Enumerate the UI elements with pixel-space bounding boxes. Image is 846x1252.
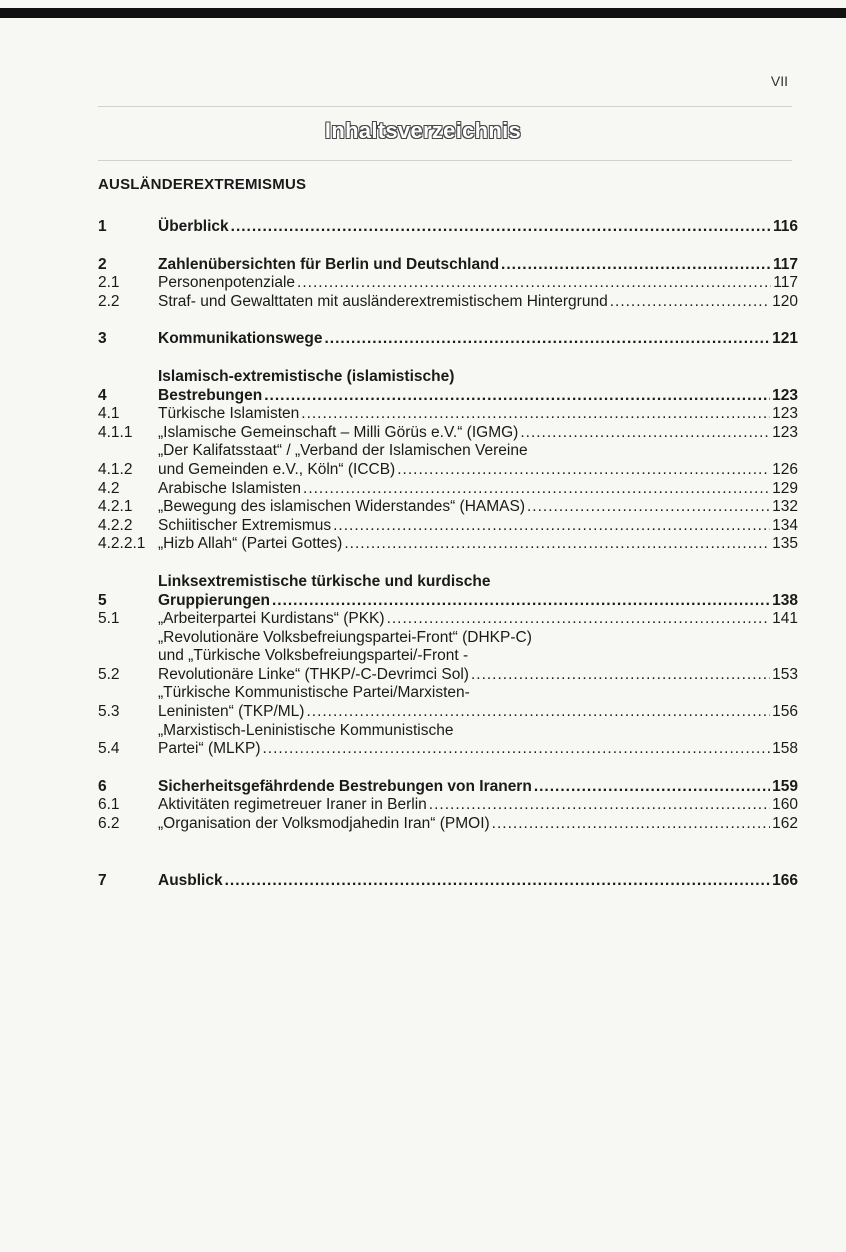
toc-entry-title: Partei“ (MLKP): [158, 740, 261, 758]
toc-entry-text: [158, 424, 798, 443]
toc-entry-number: 5.4: [98, 740, 120, 758]
toc-entry-title: „Islamische Gemeinschaft – Milli Görüs e.V.“ (IGMG): [158, 423, 519, 441]
toc-entry-text: [158, 256, 798, 275]
toc-entry[interactable]: [98, 293, 798, 312]
table-of-contents: [98, 218, 798, 890]
toc-leader-dots: [225, 872, 771, 891]
toc-entry-number: 5: [98, 591, 107, 609]
toc-entry-text: [158, 498, 798, 517]
toc-page-number: 166: [772, 871, 798, 889]
toc-page-number: 129: [772, 479, 798, 497]
toc-page-number: 135: [772, 535, 798, 553]
toc-entry[interactable]: [98, 498, 798, 517]
toc-entry-title: Türkische Islamisten: [158, 405, 300, 423]
toc-page-number: 117: [773, 274, 798, 292]
toc-entry-text: [158, 722, 798, 759]
toc-entry[interactable]: [98, 629, 798, 685]
toc-leader-dots: [471, 666, 770, 685]
toc-entry-title-line: „Türkische Kommunistische Partei/Marxisten-: [158, 684, 470, 702]
toc-entry-number: 5.3: [98, 703, 120, 721]
toc-page-number: 159: [772, 777, 798, 795]
toc-entry-number: 4.2.1: [98, 498, 133, 516]
toc-entry[interactable]: [98, 442, 798, 479]
toc-entry[interactable]: [98, 684, 798, 721]
toc-entry-title: Überblick: [158, 218, 229, 235]
toc-entry-text: [158, 796, 798, 815]
toc-entry-number: 6.1: [98, 796, 120, 814]
toc-page-number: 141: [772, 610, 798, 628]
toc-entry-text: [158, 684, 798, 721]
toc-leader-dots: [272, 592, 770, 611]
toc-spacer: [98, 759, 798, 778]
header-rule-top: [98, 106, 792, 107]
toc-entry-title-line: „Der Kalifatsstaat“ / „Verband der Islamischen Vereine: [158, 442, 528, 460]
toc-entry-text: [158, 442, 798, 479]
toc-entry-title-line: „Revolutionäre Volksbefreiungspartei-Front“ (DHKP-C): [158, 628, 532, 646]
toc-entry-title: „Organisation der Volksmodjahedin Iran“ (PMOI): [158, 815, 490, 833]
toc-entry-text: [158, 629, 798, 685]
toc-entry-title: Leninisten“ (TKP/ML): [158, 703, 305, 721]
toc-entry[interactable]: [98, 573, 798, 610]
toc-entry-number: 6.2: [98, 815, 120, 833]
toc-entry-number: 4.2.2.1: [98, 535, 146, 553]
toc-entry-text: [158, 778, 798, 797]
toc-page-number: 123: [772, 386, 798, 404]
toc-page-number: 160: [772, 796, 798, 814]
toc-leader-dots: [429, 796, 770, 815]
toc-entry-text: [158, 274, 798, 293]
toc-leader-dots: [297, 274, 771, 293]
toc-entry-text: [158, 872, 798, 891]
toc-entry-number: 2.1: [98, 274, 120, 292]
toc-page-number: 134: [772, 516, 798, 534]
toc-entry-title: Personenpotenziale: [158, 274, 296, 292]
toc-entry-title-line: „Marxistisch-Leninistische Kommunistische: [158, 721, 454, 739]
toc-entry-text: [158, 610, 798, 629]
toc-leader-dots: [301, 405, 770, 424]
toc-entry-number: 4.1: [98, 405, 120, 423]
toc-leader-dots: [333, 517, 770, 536]
toc-entry[interactable]: [98, 778, 798, 797]
toc-entry-number: 7: [98, 871, 107, 889]
toc-entry-text: [158, 368, 798, 405]
toc-entry-number: 4.1.2: [98, 460, 133, 478]
toc-entry[interactable]: [98, 872, 798, 891]
toc-entry-title: Kommunikationswege: [158, 330, 323, 348]
toc-entry-title: Sicherheitsgefährdende Bestrebungen von Iranern: [158, 777, 532, 795]
toc-entry[interactable]: [98, 815, 798, 834]
toc-entry[interactable]: [98, 330, 798, 349]
toc-entry-title-line: Linksextremistische türkische und kurdische: [158, 572, 491, 590]
toc-entry[interactable]: [98, 424, 798, 443]
toc-leader-dots: [534, 778, 770, 797]
toc-entry-title: Aktivitäten regimetreuer Iraner in Berlin: [158, 796, 427, 814]
toc-entry[interactable]: [98, 796, 798, 815]
toc-entry-text: [158, 573, 798, 610]
toc-spacer: [98, 349, 798, 368]
toc-entry-number: 2: [98, 255, 107, 273]
toc-entry-number: 5.2: [98, 665, 120, 683]
toc-spacer: [98, 311, 798, 330]
toc-entry[interactable]: [98, 610, 798, 629]
toc-leader-dots: [527, 498, 770, 517]
toc-page-number: 126: [772, 460, 798, 478]
toc-leader-dots: [264, 387, 770, 406]
toc-leader-dots: [231, 218, 771, 237]
toc-leader-dots: [263, 740, 771, 759]
toc-entry-text: [158, 330, 798, 349]
toc-entry-title: Straf- und Gewalttaten mit ausländerextremistischem Hintergrund: [158, 292, 608, 310]
toc-entry[interactable]: [98, 218, 798, 237]
toc-entry[interactable]: [98, 535, 798, 554]
toc-entry-title: Zahlenübersichten für Berlin und Deutschland: [158, 255, 500, 273]
page-title: Inhaltsverzeichnis: [324, 118, 522, 143]
toc-entry-number: 2.2: [98, 292, 120, 310]
section-heading: AUSLÄNDEREXTREMISMUS: [98, 176, 307, 193]
toc-leader-dots: [397, 461, 770, 480]
toc-entry-text: [158, 815, 798, 834]
header-rule-bottom: [98, 160, 792, 161]
toc-page-number: 123: [772, 405, 798, 423]
toc-entry[interactable]: [98, 405, 798, 424]
toc-leader-dots: [303, 480, 770, 499]
toc-entry-number: 3: [98, 330, 107, 348]
toc-entry[interactable]: [98, 517, 798, 536]
toc-entry-number: 4: [98, 386, 107, 404]
top-border-bar: [0, 8, 846, 18]
toc-leader-dots: [325, 330, 771, 349]
toc-entry-title: „Arbeiterpartei Kurdistans“ (PKK): [158, 610, 385, 628]
toc-leader-dots: [501, 256, 771, 275]
toc-entry-number: 4.1.1: [98, 423, 133, 441]
toc-entry-title: „Bewegung des islamischen Widerstandes“ (HAMAS): [158, 498, 525, 516]
toc-page-number: 156: [772, 703, 798, 721]
toc-page-number: 162: [772, 815, 798, 833]
toc-entry-title: Ausblick: [158, 871, 223, 889]
toc-page-number: 138: [772, 591, 798, 609]
toc-leader-dots: [492, 815, 770, 834]
toc-leader-dots: [520, 424, 770, 443]
toc-page-number: 153: [772, 665, 798, 683]
toc-leader-dots: [610, 293, 770, 312]
toc-page-number: 132: [772, 498, 798, 516]
toc-entry[interactable]: [98, 722, 798, 759]
toc-entry-number: 4.2.2: [98, 516, 133, 534]
toc-entry-text: [158, 535, 798, 554]
toc-entry-text: [158, 517, 798, 536]
toc-page-number: 120: [772, 292, 798, 310]
toc-entry-number: 1: [98, 218, 107, 235]
toc-spacer: [98, 834, 798, 872]
toc-entry-text: [158, 293, 798, 312]
toc-page-number: 121: [772, 330, 798, 348]
toc-entry-title: und Gemeinden e.V., Köln“ (ICCB): [158, 460, 396, 478]
toc-entry-number: 6: [98, 777, 107, 795]
toc-entry-title: Arabische Islamisten: [158, 479, 302, 497]
page-number: VII: [770, 73, 788, 89]
toc-entry-number: 5.1: [98, 610, 120, 628]
toc-spacer: [98, 554, 798, 573]
toc-entry[interactable]: [98, 256, 798, 275]
toc-entry-title: Revolutionäre Linke“ (THKP/-C-Devrimci Sol): [158, 665, 469, 683]
toc-entry-title: „Hizb Allah“ (Partei Gottes): [158, 535, 343, 553]
toc-entry-title: Bestrebungen: [158, 386, 263, 404]
toc-entry-title: Gruppierungen: [158, 591, 270, 609]
toc-entry[interactable]: [98, 368, 798, 405]
toc-leader-dots: [344, 535, 770, 554]
toc-spacer: [98, 237, 798, 256]
toc-entry-title-line: und „Türkische Volksbefreiungspartei/-Front -: [158, 647, 469, 665]
toc-leader-dots: [387, 610, 771, 629]
toc-entry-number: 4.2: [98, 479, 120, 497]
toc-entry-text: [158, 218, 798, 237]
toc-page-number: 158: [772, 740, 798, 758]
toc-entry-text: [158, 480, 798, 499]
toc-leader-dots: [306, 703, 770, 722]
toc-page-number: 117: [772, 255, 798, 273]
toc-entry-text: [158, 405, 798, 424]
toc-entry-title: Schiitischer Extremismus: [158, 516, 332, 534]
toc-entry[interactable]: [98, 274, 798, 293]
toc-page-number: 116: [772, 218, 798, 235]
toc-entry-title-line: Islamisch-extremistische (islamistische): [158, 367, 455, 385]
toc-page-number: 123: [772, 423, 798, 441]
toc-entry[interactable]: [98, 480, 798, 499]
